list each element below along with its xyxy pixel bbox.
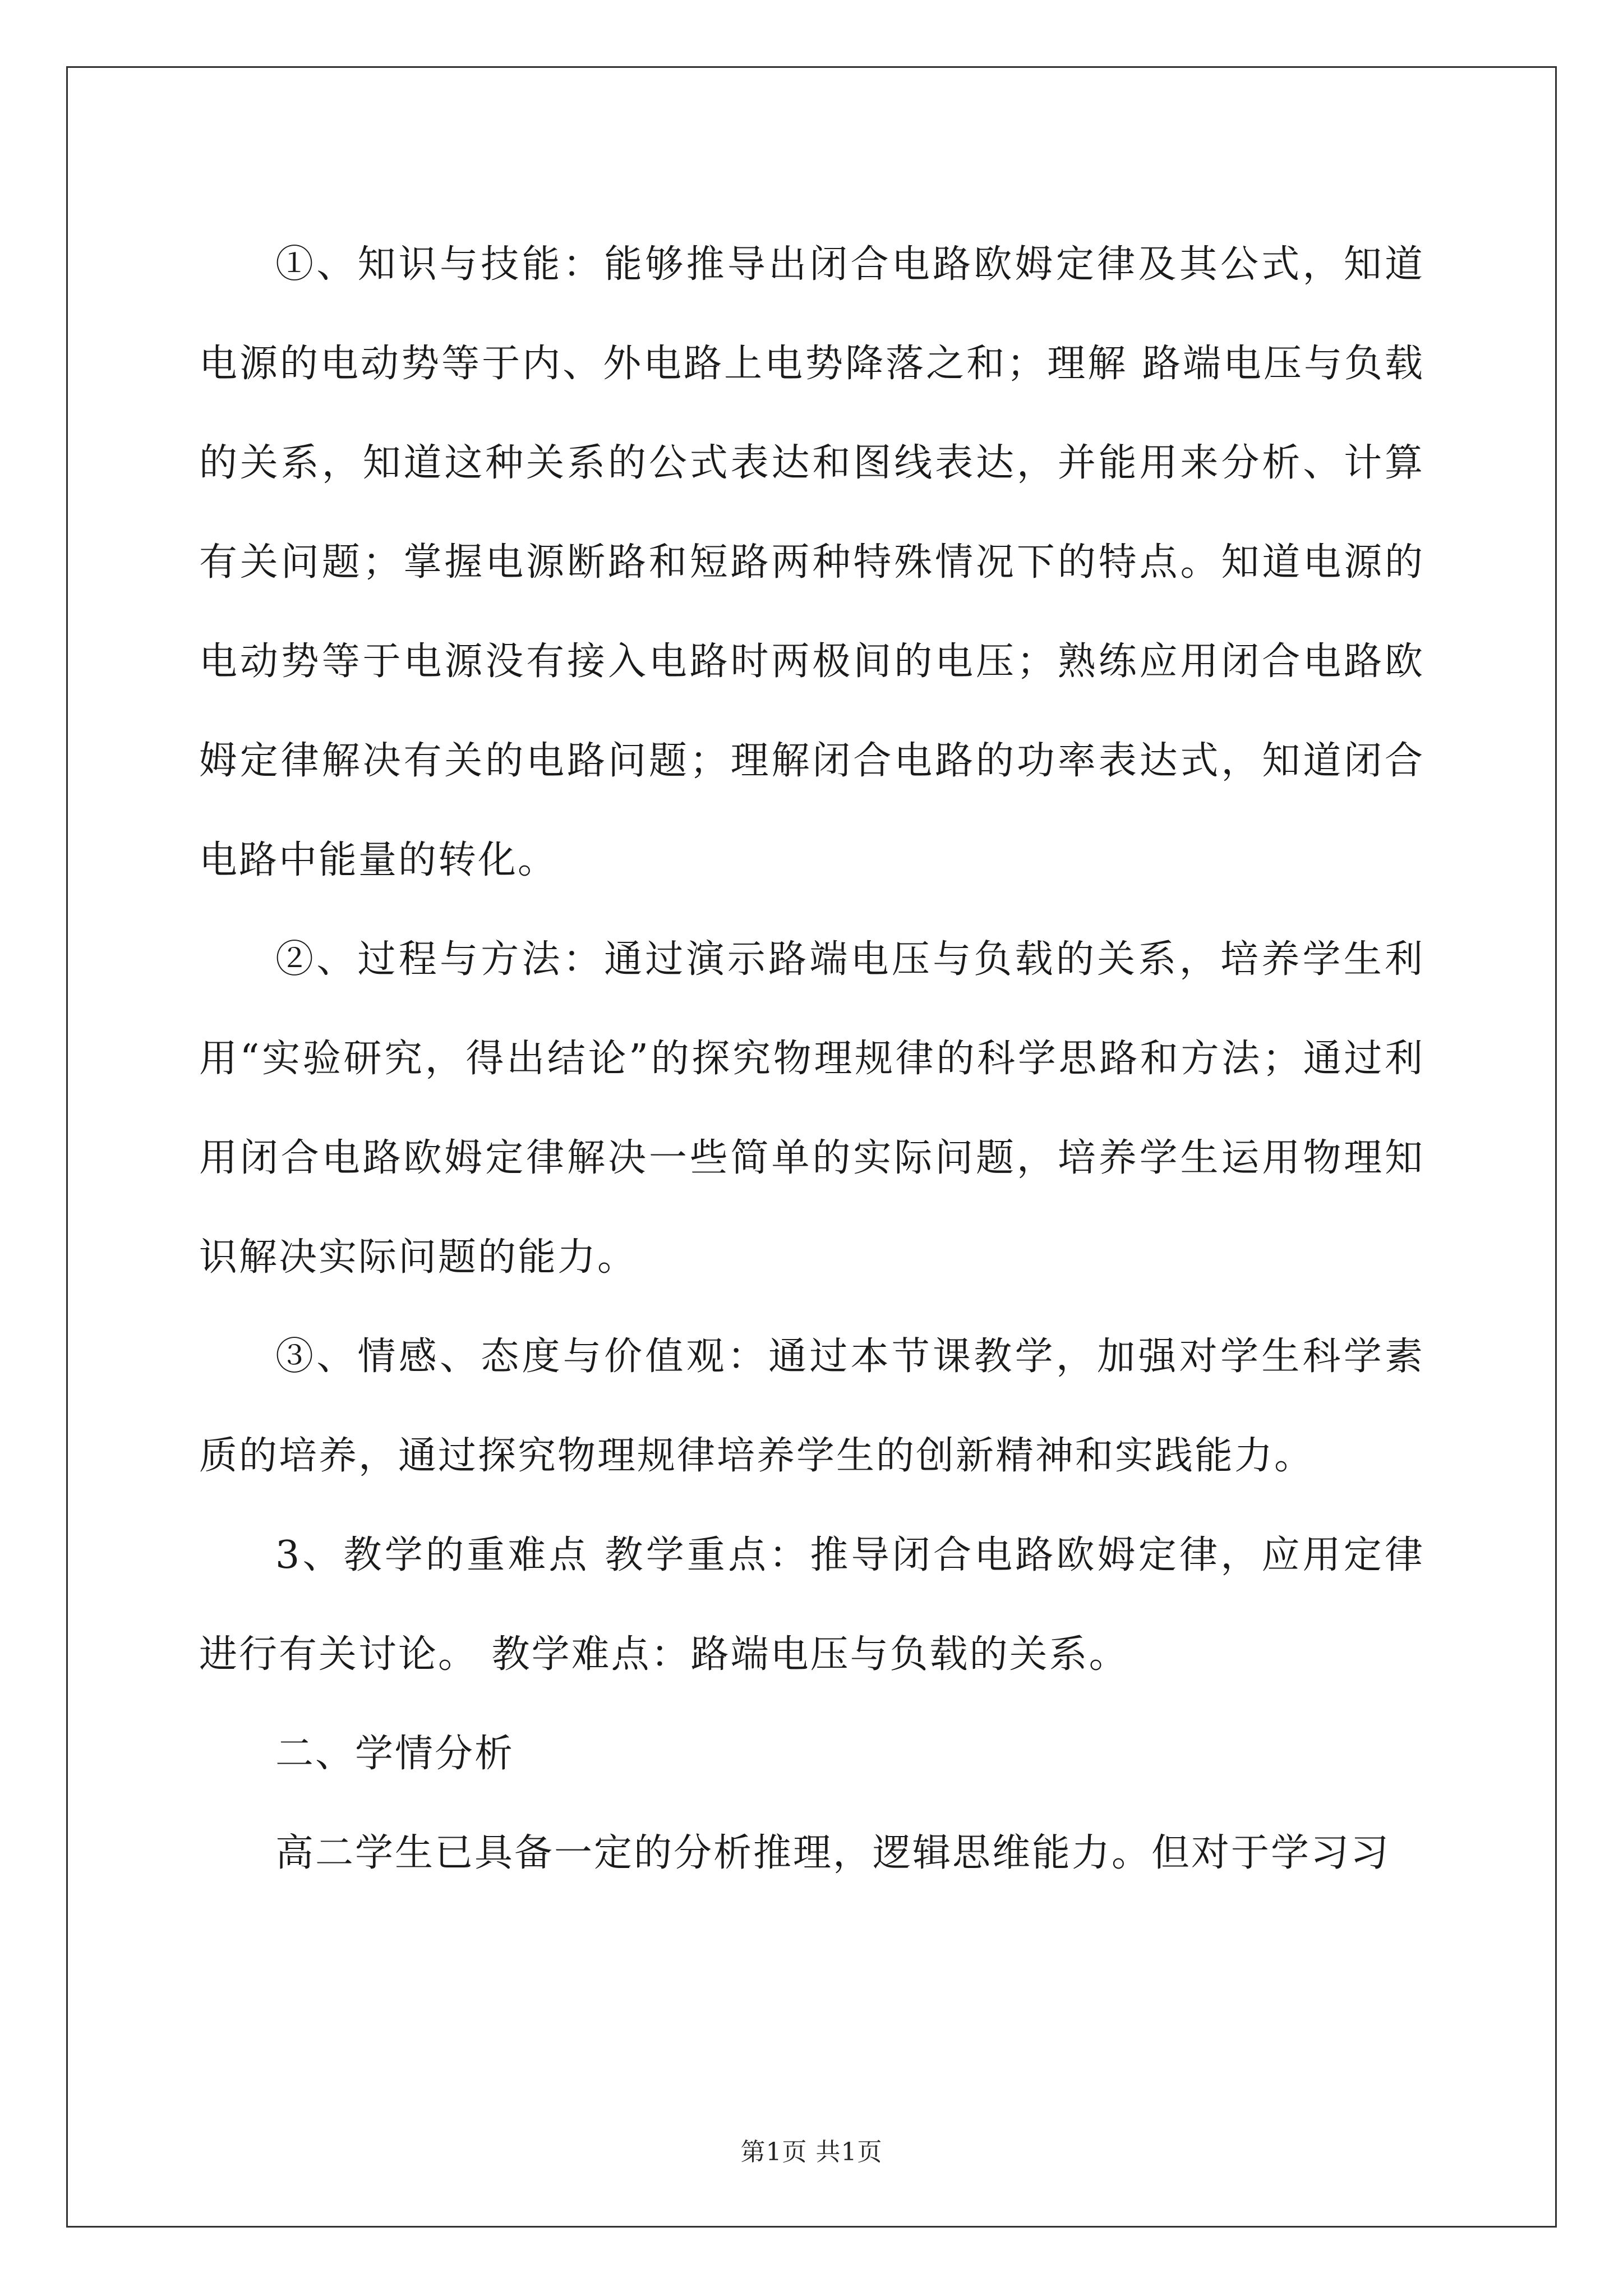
paragraph-emotion-attitude: ③、情感、态度与价值观：通过本节课教学，加强对学生科学素质的培养，通过探究物理规律培养学生的创新精神和实践能力。 xyxy=(199,1335,1424,1478)
page-footer: 第1页 共1页 xyxy=(740,2138,883,2166)
document-body xyxy=(199,215,1424,1903)
paragraph-process-method: ②、过程与方法：通过演示路端电压与负载的关系，培养学生利用“实验研究，得出结论”的探究物理规律的科学思路和方法；通过利用闭合电路欧姆定律解决一些简单的实际问题，培养学生运用物理知识解决实际问题的能力。 xyxy=(199,937,1424,1280)
section-heading-student-analysis: 二、学情分析 xyxy=(275,1732,515,1776)
paragraph-knowledge-skills: ①、知识与技能：能够推导出闭合电路欧姆定律及其公式，知道电源的电动势等于内、外电路上电势降落之和；理解 路端电压与负载的关系，知道这种关系的公式表达和图线表达，并能用来分析、计算有关问题；掌握电源断路和短路两种特殊情况下的特点。知道电源的电动势等于电源没有接入电路时两极间的电压；熟练应用闭合电路欧姆定律解决有关的电路问题；理解闭合电路的功率表达式，知道闭合电路中能量的转化。 xyxy=(199,242,1424,882)
paragraph-student-analysis: 高二学生已具备一定的分析推理，逻辑思维能力。但对于学习习 xyxy=(275,1831,1391,1875)
paragraph-key-difficult-points: 3、教学的重难点 教学重点：推导闭合电路欧姆定律，应用定律进行有关讨论。 教学难点：路端电压与负载的关系。 xyxy=(199,1533,1424,1677)
